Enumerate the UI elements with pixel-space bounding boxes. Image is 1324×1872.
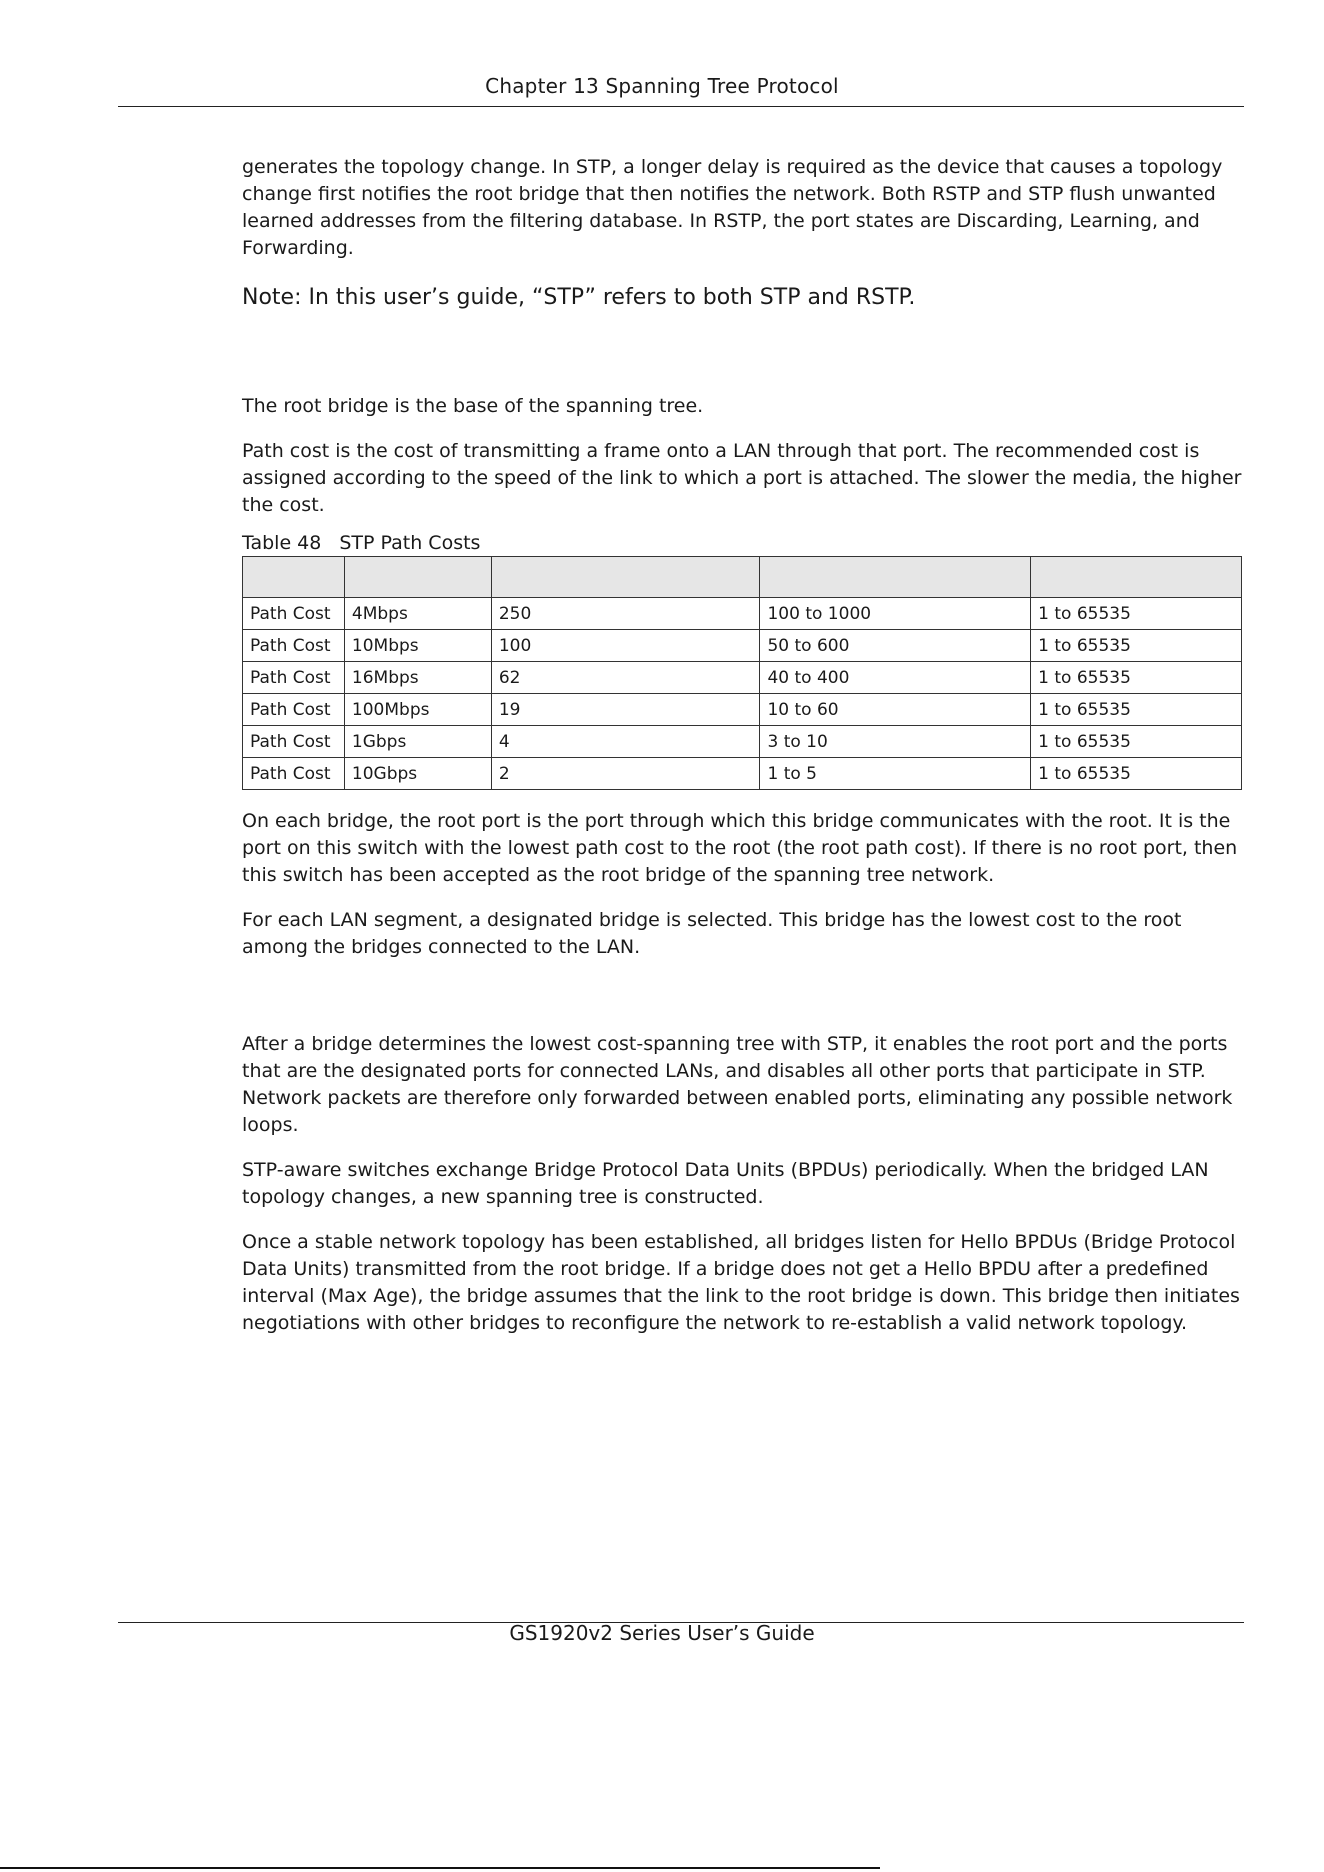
- table-cell: 1 to 5: [760, 758, 1031, 790]
- table-header-cell: [491, 557, 760, 598]
- page-header-title: Chapter 13 Spanning Tree Protocol: [485, 74, 839, 98]
- table-cell: 100Mbps: [344, 694, 491, 726]
- page-edge-line: [0, 1867, 880, 1869]
- table-cell: 1 to 65535: [1031, 726, 1242, 758]
- table-row: [243, 598, 1242, 630]
- table-cell: Path Cost: [243, 662, 345, 694]
- table-cell: 19: [491, 694, 760, 726]
- table-header-cell: [243, 557, 345, 598]
- header-divider: [118, 106, 1244, 107]
- table-caption: [242, 532, 1244, 554]
- paragraph-root-port: On each bridge, the root port is the port through which this bridge communicates with the root. It is the port on this switch with the lowest path cost to the root (the root path cost). If there is no root port, then this switch has been accepted as the root bridge of the spanning tree network.: [242, 810, 1238, 886]
- paragraph-topology-change: generates the topology change. In STP, a longer delay is required as the device that causes a topology change first notifies the root bridge that then notifies the network. Both RSTP and STP flush unwanted learned addresses from the filtering database. In RSTP, the port states are Discarding, Learning, and Forwarding.: [242, 156, 1223, 259]
- table-row: [243, 758, 1242, 790]
- table-cell: 1Gbps: [344, 726, 491, 758]
- table-cell: 1 to 65535: [1031, 758, 1242, 790]
- table-cell: 3 to 10: [760, 726, 1031, 758]
- table-header-row: [243, 557, 1242, 598]
- table-cell: 100: [491, 630, 760, 662]
- table-cell: Path Cost: [243, 598, 345, 630]
- paragraph-port-enabling: After a bridge determines the lowest cost-spanning tree with STP, it enables the root port and the ports that are the designated ports for connected LANs, and disables all other ports that participate in STP. Network packets are therefore only forwarded between enabled ports, eliminating any possible network loops.: [242, 1033, 1233, 1136]
- page-content: [242, 154, 1244, 1337]
- paragraph-bpdu-exchange: STP-aware switches exchange Bridge Protocol Data Units (BPDUs) periodically. When the bridged LAN topology changes, a new spanning tree is constructed.: [242, 1159, 1209, 1208]
- table-cell: Path Cost: [243, 630, 345, 662]
- table-cell: Path Cost: [243, 694, 345, 726]
- table-cell: Path Cost: [243, 758, 345, 790]
- table-header-cell: [1031, 557, 1242, 598]
- table-header-cell: [344, 557, 491, 598]
- table-number: Table 48: [242, 532, 322, 554]
- table-header-cell: [760, 557, 1031, 598]
- table-cell: 40 to 400: [760, 662, 1031, 694]
- table-cell: 4: [491, 726, 760, 758]
- paragraph-designated-bridge: For each LAN segment, a designated bridge is selected. This bridge has the lowest cost to the root among the bridges connected to the LAN.: [242, 909, 1182, 958]
- table-row: [243, 662, 1242, 694]
- table-cell: 1 to 65535: [1031, 598, 1242, 630]
- table-row: [243, 726, 1242, 758]
- table-cell: 16Mbps: [344, 662, 491, 694]
- table-row: [243, 694, 1242, 726]
- table-cell: Path Cost: [243, 726, 345, 758]
- paragraph-hello-bpdu: Once a stable network topology has been established, all bridges listen for Hello BPDUs (Bridge Protocol Data Units) transmitted from the root bridge. If a bridge does not get a Hello BPDU after a predefined interval (Max Age), the bridge assumes that the link to the root bridge is down. This bridge then initiates negotiations with other bridges to reconfigure the network to re-establish a valid network topology.: [242, 1231, 1240, 1334]
- table-cell: 250: [491, 598, 760, 630]
- table-cell: 2: [491, 758, 760, 790]
- table-cell: 4Mbps: [344, 598, 491, 630]
- table-cell: 100 to 1000: [760, 598, 1031, 630]
- table-cell: 1 to 65535: [1031, 694, 1242, 726]
- table-cell: 10Gbps: [344, 758, 491, 790]
- page-footer-title: GS1920v2 Series User’s Guide: [509, 1621, 815, 1645]
- table-row: [243, 630, 1242, 662]
- stp-path-costs-table: [242, 556, 1242, 790]
- table-cell: 1 to 65535: [1031, 662, 1242, 694]
- table-title: STP Path Costs: [339, 532, 481, 554]
- paragraph-root-bridge: The root bridge is the base of the spanning tree.: [242, 395, 704, 417]
- paragraph-path-cost: Path cost is the cost of transmitting a frame onto a LAN through that port. The recommended cost is assigned according to the speed of the link to which a port is attached. The slower the media, the higher the cost.: [242, 440, 1242, 516]
- table-cell: 50 to 600: [760, 630, 1031, 662]
- table-cell: 1 to 65535: [1031, 630, 1242, 662]
- table-cell: 10 to 60: [760, 694, 1031, 726]
- table-cell: 62: [491, 662, 760, 694]
- table-cell: 10Mbps: [344, 630, 491, 662]
- note-stp-definition: Note: In this user’s guide, “STP” refers to both STP and RSTP.: [242, 285, 916, 310]
